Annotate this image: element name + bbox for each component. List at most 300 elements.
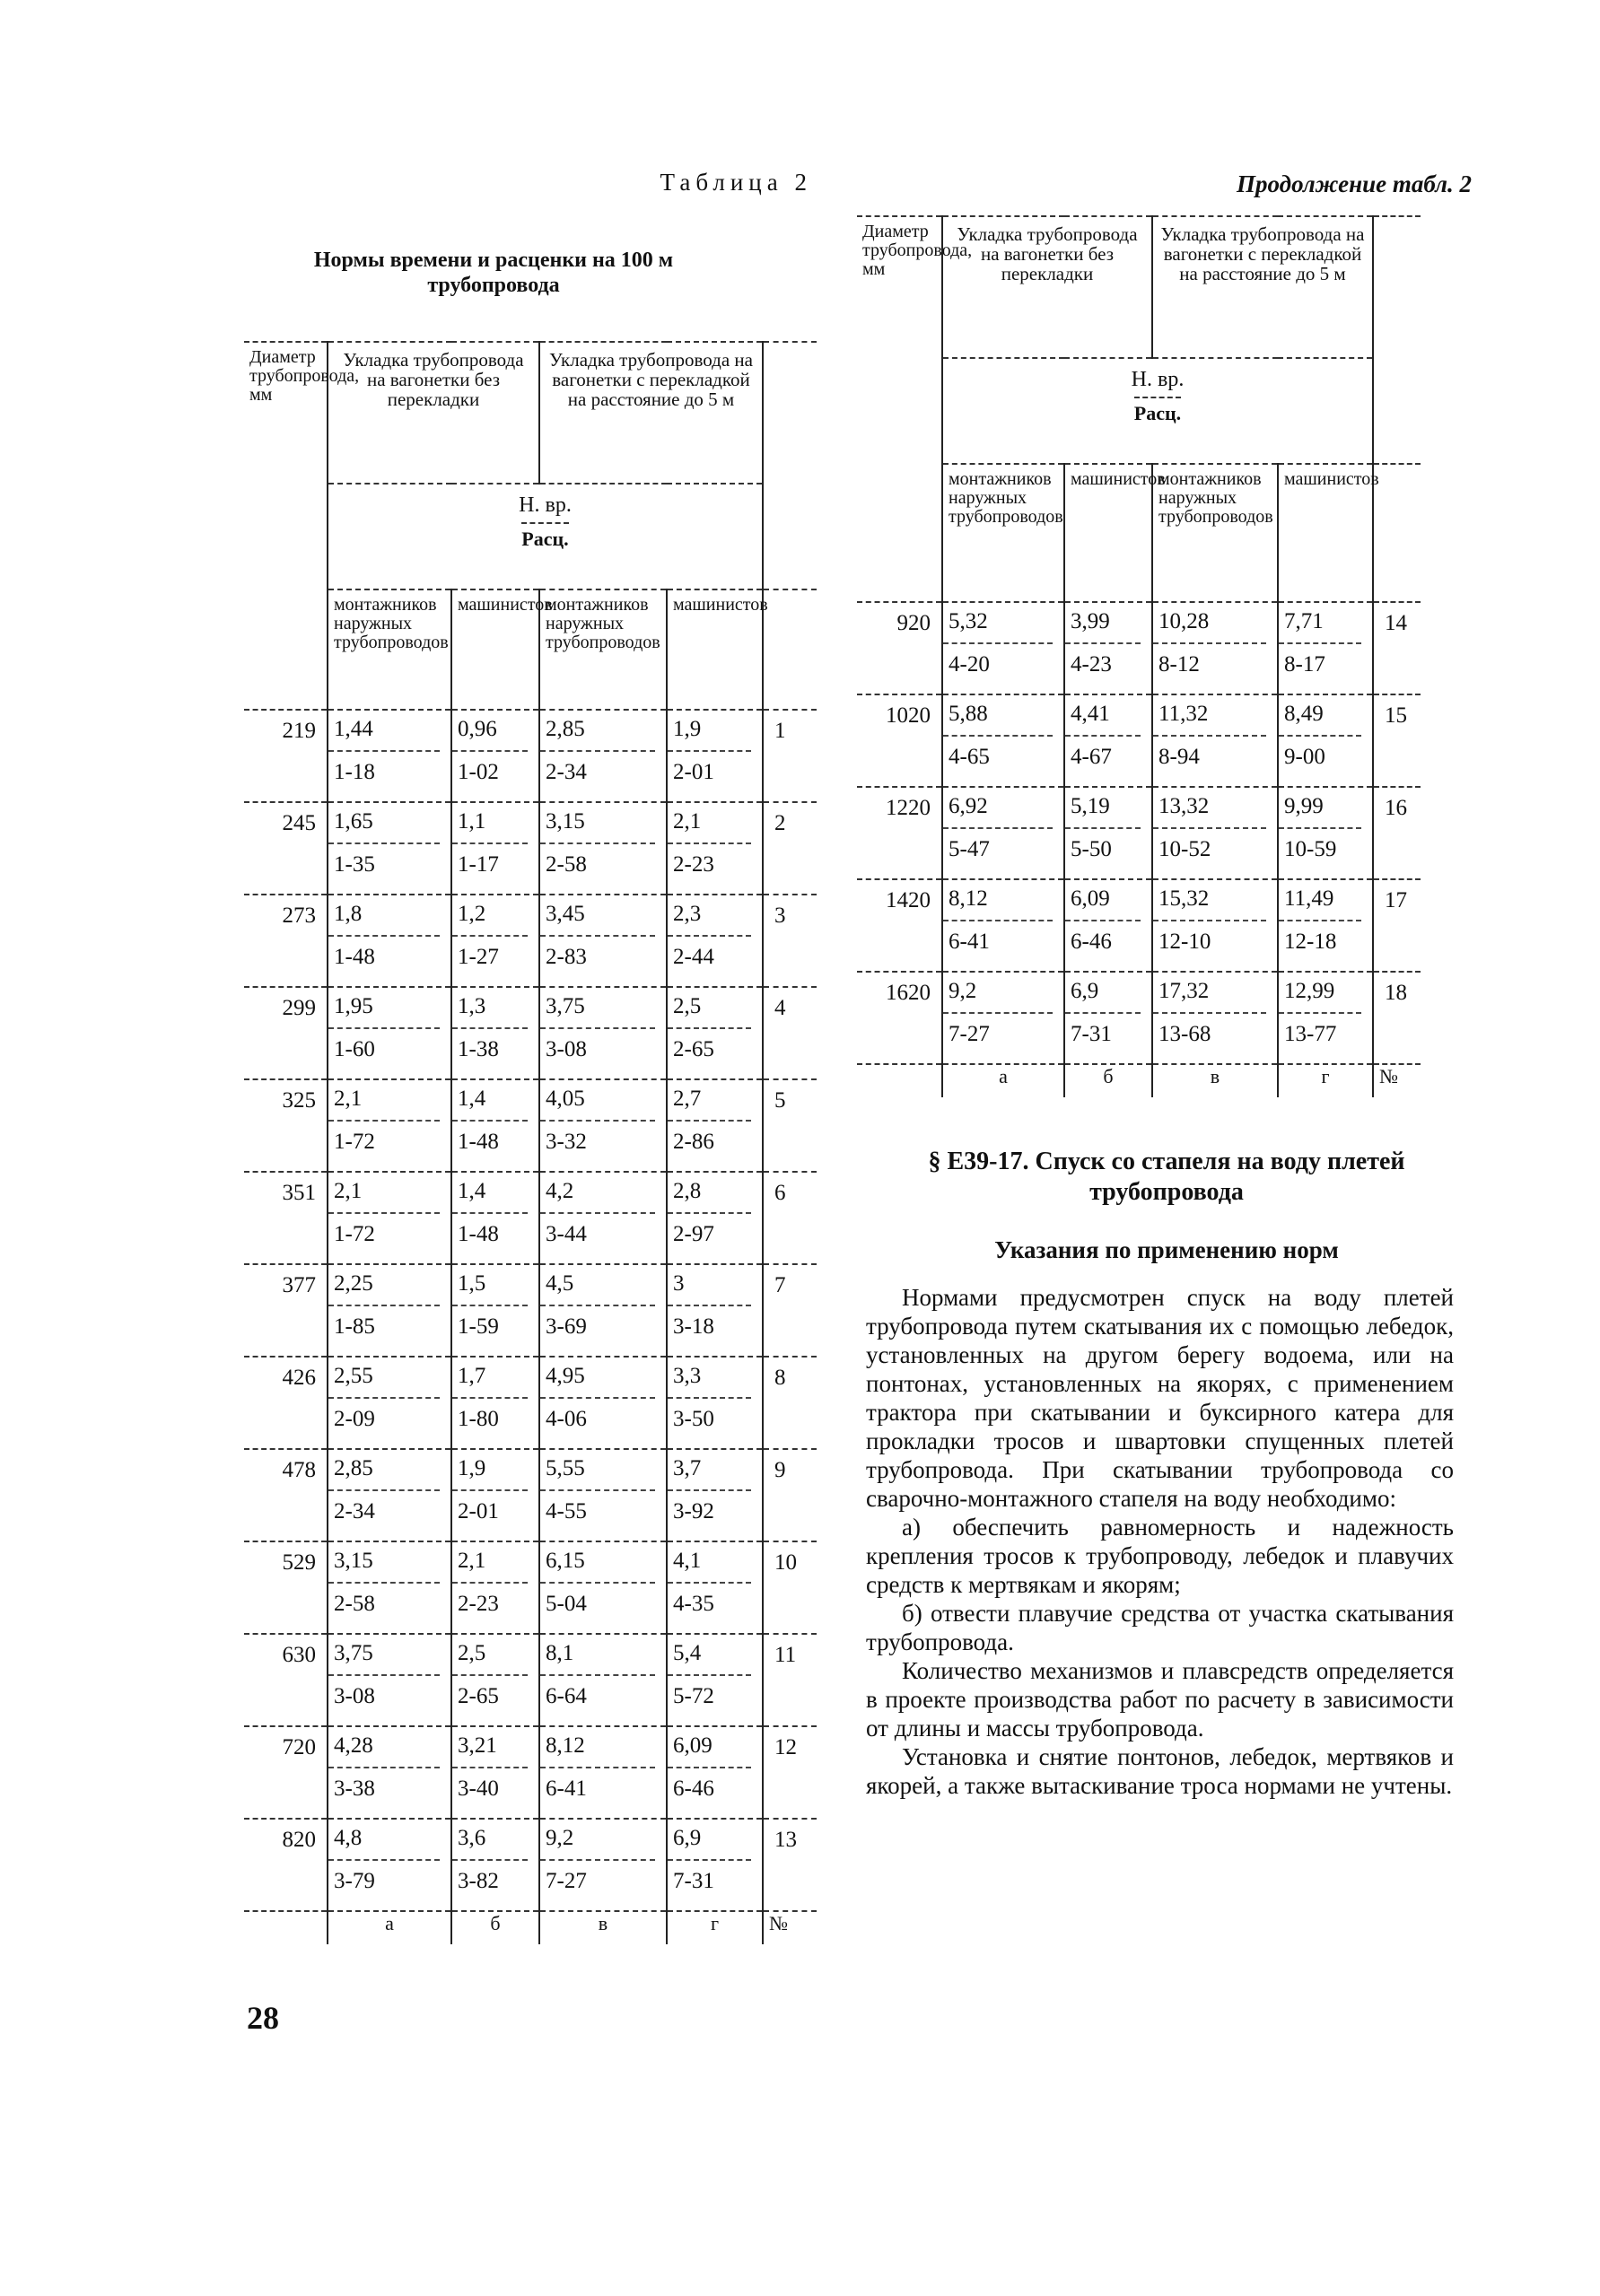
table-row [244,987,817,1079]
diameter-cell: 1420 [857,879,942,972]
rate-value: 1-35 [334,852,375,877]
rate-value: 1-18 [334,760,375,784]
value-cell-a [328,1079,451,1172]
norm-time-value: 3,99 [1065,603,1141,644]
header-group-with-transfer: Укладка трубопровода на вагонетки с перекладкой на расстояние до 5 м [1152,216,1373,358]
rate-value: 2-09 [334,1407,375,1431]
value-cell-c [539,710,667,802]
table-row [244,710,817,802]
norm-time-value: 3,3 [668,1358,751,1399]
norms-table-left [244,341,817,1944]
rate-value: 3-08 [334,1684,375,1708]
table-row [244,1541,817,1634]
rate-value: 13-77 [1284,1022,1337,1046]
footer-g: г [667,1911,763,1944]
value-cell-c [539,895,667,987]
value-cell-a [942,879,1064,972]
value-cell-b [451,1172,539,1264]
value-cell-a [328,1172,451,1264]
norm-time-value: 1,4 [452,1080,528,1122]
norm-time-value: 2,1 [452,1542,528,1584]
rate-value: 3-38 [334,1777,375,1801]
norm-time-value: 8,1 [540,1635,655,1676]
norm-time-value: 13,32 [1153,788,1266,829]
norm-time-value: 6,92 [943,788,1053,829]
value-cell-a [328,802,451,895]
value-cell-g [1278,694,1373,787]
value-cell-g [667,1079,763,1172]
section-subtitle: Указания по применению норм [994,1236,1339,1263]
header-col-c: монтажников наружных трубопроводов [539,589,667,710]
norm-time-value: 3,45 [540,895,655,937]
value-cell-b [1064,879,1152,972]
rate-value: 1-48 [458,1130,499,1154]
diameter-cell: 820 [244,1819,328,1911]
diameter-cell: 245 [244,802,328,895]
row-number: 2 [763,802,817,895]
header-empty [763,342,817,484]
header-empty [1373,216,1421,358]
table-row [244,1634,817,1726]
value-cell-c [539,802,667,895]
value-cell-c [1152,787,1278,879]
norm-time-value: 3,75 [540,988,655,1029]
diameter-cell: 1220 [857,787,942,879]
norm-time-value: 1,9 [452,1450,528,1491]
value-cell-c [539,1726,667,1819]
value-cell-b [1064,602,1152,694]
diameter-cell: 351 [244,1172,328,1264]
rate-value: 9-00 [1284,745,1325,769]
page-number: 28 [247,2000,279,2036]
rate-value: 6-64 [546,1684,587,1708]
value-cell-a [328,1449,451,1541]
footer-c: в [1152,1064,1278,1097]
row-number: 8 [763,1357,817,1449]
header-rate: Расц. [1134,397,1181,425]
value-cell-g [667,1634,763,1726]
value-cell-c [539,1541,667,1634]
value-cell-b [451,1819,539,1911]
row-number: 9 [763,1449,817,1541]
norm-time-value: 2,85 [328,1450,440,1491]
rate-value: 4-65 [949,745,990,769]
norm-time-value: 1,95 [328,988,440,1029]
header-norm-time: Н. вр. [1131,368,1185,391]
rate-value: 7-31 [673,1869,714,1893]
norm-time-value: 7,71 [1279,603,1361,644]
footer-no: № [763,1911,817,1944]
rate-value: 13-68 [1158,1022,1211,1046]
rate-value: 6-41 [949,930,990,954]
rate-value: 2-58 [334,1592,375,1616]
norm-time-value: 6,9 [1065,973,1141,1014]
norm-time-value: 11,49 [1279,880,1361,921]
norm-time-value: 2,1 [328,1173,440,1214]
table-caption: Таблица 2 [660,169,812,196]
rate-value: 1-60 [334,1037,375,1061]
norm-time-value: 8,12 [943,880,1053,921]
rate-value: 2-65 [458,1684,499,1708]
rate-value: 2-01 [458,1499,499,1523]
rate-value: 3-50 [673,1407,714,1431]
norms-table-right [857,215,1421,1097]
header-empty [1373,464,1421,602]
norm-time-value: 3,15 [328,1542,440,1584]
diameter-cell: 478 [244,1449,328,1541]
rate-value: 2-58 [546,852,587,877]
norm-time-value: 3,21 [452,1727,528,1768]
rate-value: 4-06 [546,1407,587,1431]
row-number: 12 [763,1726,817,1819]
value-cell-c [539,1172,667,1264]
norm-time-value: 2,25 [328,1265,440,1306]
value-cell-a [328,1264,451,1357]
norm-time-value: 3 [668,1265,751,1306]
value-cell-b [451,1264,539,1357]
norm-time-value: 4,28 [328,1727,440,1768]
value-cell-a [328,895,451,987]
rate-value: 6-46 [1071,930,1112,954]
footer-g: г [1278,1064,1373,1097]
header-rate: Расц. [521,522,568,551]
table-row [244,1726,817,1819]
value-cell-a [942,972,1064,1064]
row-number: 14 [1373,602,1421,694]
rate-value: 12-18 [1284,930,1337,954]
row-number: 17 [1373,879,1421,972]
table-row [244,802,817,895]
value-cell-g [667,1449,763,1541]
norm-time-value: 1,1 [452,803,528,844]
rate-value: 2-44 [673,945,714,969]
norm-time-value: 9,99 [1279,788,1361,829]
value-cell-c [539,1819,667,1911]
table-row [244,1172,817,1264]
value-cell-a [328,1541,451,1634]
header-diameter: Диаметр трубопровода, мм [244,342,328,710]
value-cell-g [1278,787,1373,879]
norm-time-value: 4,2 [540,1173,655,1214]
diameter-cell: 529 [244,1541,328,1634]
norm-time-value: 4,95 [540,1358,655,1399]
value-cell-c [1152,602,1278,694]
value-cell-a [328,1357,451,1449]
norm-time-value: 4,41 [1065,695,1141,737]
rate-value: 8-94 [1158,745,1200,769]
norm-time-value: 4,1 [668,1542,751,1584]
header-norm-rate [942,358,1373,464]
norm-time-value: 3,75 [328,1635,440,1676]
norm-time-value: 1,3 [452,988,528,1029]
rate-value: 5-04 [546,1592,587,1616]
paragraph: а) обеспечить равномерность и надежность крепления тросов к трубопроводу, лебедок и плавучих средств к мертвякам и якорям; [866,1514,1454,1598]
rate-value: 4-67 [1071,745,1112,769]
rate-value: 6-46 [673,1777,714,1801]
header-col-a: монтажников наружных трубопроводов [328,589,451,710]
norm-time-value: 3,7 [668,1450,751,1491]
table-row [244,1449,817,1541]
rate-value: 4-35 [673,1592,714,1616]
rate-value: 2-23 [673,852,714,877]
rate-value: 3-44 [546,1222,587,1246]
rate-value: 3-82 [458,1869,499,1893]
value-cell-g [667,802,763,895]
diameter-cell: 325 [244,1079,328,1172]
rate-value: 5-72 [673,1684,714,1708]
header-col-a: монтажников наружных трубопроводов [942,464,1064,602]
value-cell-b [1064,787,1152,879]
rate-value: 1-59 [458,1314,499,1339]
rate-value: 2-34 [546,760,587,784]
header-group-with-transfer: Укладка трубопровода на вагонетки с перекладкой на расстояние до 5 м [539,342,763,484]
header-group-no-transfer: Укладка трубопровода на вагонетки без перекладки [328,342,539,484]
rate-value: 1-48 [334,945,375,969]
rate-value: 1-72 [334,1130,375,1154]
norm-time-value: 0,96 [452,711,528,752]
norm-time-value: 8,12 [540,1727,655,1768]
row-number: 13 [763,1819,817,1911]
header-norm-rate [328,484,763,589]
diameter-cell: 299 [244,987,328,1079]
diameter-cell: 426 [244,1357,328,1449]
rate-value: 1-48 [458,1222,499,1246]
rate-value: 7-27 [546,1869,587,1893]
section-body [866,1283,1454,1800]
norm-time-value: 1,5 [452,1265,528,1306]
paragraph: Установка и снятие понтонов, лебедок, мертвяков и якорей, а также вытаскивание троса нормами не учтены. [866,1743,1454,1799]
rate-value: 1-80 [458,1407,499,1431]
value-cell-c [1152,694,1278,787]
value-cell-b [451,1541,539,1634]
table-title: Нормы времени и расценки на 100 м трубопровода [313,249,674,297]
value-cell-b [451,1079,539,1172]
value-cell-g [1278,972,1373,1064]
row-number: 7 [763,1264,817,1357]
header-col-b: машинистов [1064,464,1152,602]
norm-time-value: 4,8 [328,1820,440,1861]
table-row [244,1079,817,1172]
norm-time-value: 8,49 [1279,695,1361,737]
rate-value: 5-47 [949,837,990,861]
norm-time-value: 2,5 [452,1635,528,1676]
norm-time-value: 1,9 [668,711,751,752]
rate-value: 6-41 [546,1777,587,1801]
paragraph: Количество механизмов и плавсредств определяется в проекте производства работ по расчету в зависимости от длины и массы трубопровода. [866,1657,1454,1742]
rate-value: 7-27 [949,1022,990,1046]
norm-time-value: 1,7 [452,1358,528,1399]
row-number: 16 [1373,787,1421,879]
header-norm-time: Н. вр. [519,493,572,517]
rate-value: 7-31 [1071,1022,1112,1046]
paragraph: б) отвести плавучие средства от участка скатывания трубопровода. [866,1600,1454,1655]
paragraph: Нормами предусмотрен спуск на воду плетей трубопровода путем скатывания их с помощью лебедок, установленных на другом берегу водоема, или на понтонах, установленных на якорях, с применением трактора при скатывании и буксирного катера для прокладки тросов и швартовки спущенных плетей трубопровода. При скатывании трубопровода со сварочно-монтажного стапеля на воду необходимо: [866,1284,1454,1512]
rate-value: 2-34 [334,1499,375,1523]
norm-time-value: 2,1 [328,1080,440,1122]
value-cell-a [328,1819,451,1911]
norm-time-value: 2,3 [668,895,751,937]
norm-time-value: 9,2 [540,1820,655,1861]
value-cell-b [1064,694,1152,787]
row-number: 10 [763,1541,817,1634]
footer-a: а [328,1911,451,1944]
header-empty [763,589,817,710]
value-cell-g [667,1357,763,1449]
value-cell-c [539,1634,667,1726]
value-cell-g [1278,879,1373,972]
footer-no: № [1373,1064,1421,1097]
rate-value: 2-65 [673,1037,714,1061]
footer-a: а [942,1064,1064,1097]
rate-value: 8-17 [1284,652,1325,677]
value-cell-a [942,694,1064,787]
header-empty [763,484,817,589]
value-cell-c [539,1357,667,1449]
value-cell-a [942,602,1064,694]
rate-value: 4-20 [949,652,990,677]
value-cell-g [667,1172,763,1264]
value-cell-c [539,1264,667,1357]
header-empty [1373,358,1421,464]
table-row [244,1357,817,1449]
norm-time-value: 17,32 [1153,973,1266,1014]
norm-time-value: 5,88 [943,695,1053,737]
value-cell-g [667,710,763,802]
value-cell-b [451,1357,539,1449]
table-row [244,1819,817,1911]
table-row [244,1264,817,1357]
rate-value: 3-40 [458,1777,499,1801]
norm-time-value: 2,85 [540,711,655,752]
norm-time-value: 6,09 [1065,880,1141,921]
norm-time-value: 5,55 [540,1450,655,1491]
diameter-cell: 920 [857,602,942,694]
table-row [244,895,817,987]
norm-time-value: 4,5 [540,1265,655,1306]
value-cell-b [451,895,539,987]
rate-value: 2-23 [458,1592,499,1616]
norm-time-value: 9,2 [943,973,1053,1014]
value-cell-b [451,1449,539,1541]
table-footer [857,1064,1421,1097]
rate-value: 1-85 [334,1314,375,1339]
rate-value: 10-59 [1284,837,1337,861]
row-number: 3 [763,895,817,987]
rate-value: 1-72 [334,1222,375,1246]
norm-time-value: 1,44 [328,711,440,752]
row-number: 18 [1373,972,1421,1064]
norm-time-value: 15,32 [1153,880,1266,921]
rate-value: 1-17 [458,852,499,877]
norm-time-value: 11,32 [1153,695,1266,737]
value-cell-b [451,710,539,802]
footer-b: б [1064,1064,1152,1097]
rate-value: 2-01 [673,760,714,784]
value-cell-g [667,1819,763,1911]
value-cell-c [539,987,667,1079]
value-cell-a [328,987,451,1079]
norm-time-value: 5,4 [668,1635,751,1676]
norm-time-value: 1,8 [328,895,440,937]
value-cell-b [451,1634,539,1726]
footer-b: б [451,1911,539,1944]
row-number: 15 [1373,694,1421,787]
value-cell-a [328,1634,451,1726]
diameter-cell: 273 [244,895,328,987]
value-cell-g [667,987,763,1079]
norm-time-value: 1,4 [452,1173,528,1214]
value-cell-c [539,1449,667,1541]
rate-value: 1-38 [458,1037,499,1061]
norm-time-value: 6,09 [668,1727,751,1768]
diameter-cell: 720 [244,1726,328,1819]
norm-time-value: 6,9 [668,1820,751,1861]
section-title: § Е39-17. Спуск со стапеля на воду плетей трубопровода [928,1148,1405,1206]
diameter-cell: 219 [244,710,328,802]
value-cell-b [451,987,539,1079]
rate-value: 2-83 [546,945,587,969]
header-col-g: машинистов [667,589,763,710]
norm-time-value: 2,7 [668,1080,751,1122]
diameter-cell: 630 [244,1634,328,1726]
header-group-no-transfer: Укладка трубопровода на вагонетки без перекладки [942,216,1152,358]
norm-time-value: 6,15 [540,1542,655,1584]
value-cell-g [667,895,763,987]
value-cell-g [667,1541,763,1634]
norm-time-value: 12,99 [1279,973,1361,1014]
norm-time-value: 4,05 [540,1080,655,1122]
row-number: 11 [763,1634,817,1726]
rate-value: 3-08 [546,1037,587,1061]
header-diameter: Диаметр трубопровода, мм [857,216,942,602]
header-col-c: монтажников наружных трубопроводов [1152,464,1278,602]
rate-value: 12-10 [1158,930,1211,954]
rate-value: 3-92 [673,1499,714,1523]
row-number: 4 [763,987,817,1079]
norm-time-value: 2,8 [668,1173,751,1214]
value-cell-b [451,802,539,895]
row-number: 5 [763,1079,817,1172]
rate-value: 4-55 [546,1499,587,1523]
table-footer [244,1911,817,1944]
norm-time-value: 1,65 [328,803,440,844]
rate-value: 10-52 [1158,837,1211,861]
header-col-g: машинистов [1278,464,1373,602]
value-cell-b [1064,972,1152,1064]
rate-value: 3-18 [673,1314,714,1339]
norm-time-value: 10,28 [1153,603,1266,644]
diameter-cell: 377 [244,1264,328,1357]
rate-value: 1-02 [458,760,499,784]
table-row [857,879,1421,972]
diameter-cell: 1020 [857,694,942,787]
value-cell-g [1278,602,1373,694]
rate-value: 5-50 [1071,837,1112,861]
norm-time-value: 3,6 [452,1820,528,1861]
rate-value: 3-69 [546,1314,587,1339]
header-col-b: машинистов [451,589,539,710]
norm-time-value: 2,1 [668,803,751,844]
norm-time-value: 2,55 [328,1358,440,1399]
norm-time-value: 1,2 [452,895,528,937]
rate-value: 4-23 [1071,652,1112,677]
row-number: 1 [763,710,817,802]
value-cell-c [1152,972,1278,1064]
row-number: 6 [763,1172,817,1264]
value-cell-g [667,1726,763,1819]
value-cell-a [328,1726,451,1819]
value-cell-c [1152,879,1278,972]
